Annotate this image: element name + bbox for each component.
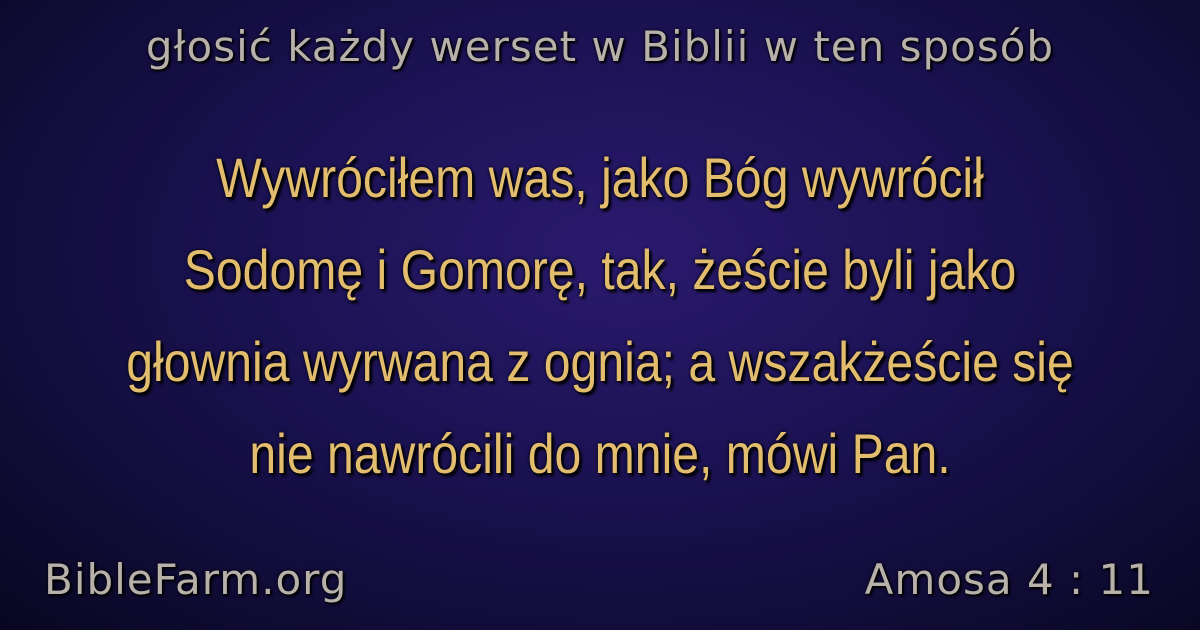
verse-line: głownia wyrwana z ognia; a wszakżeście się	[126, 330, 1074, 393]
site-name: BibleFarm.org	[44, 555, 348, 604]
verse-reference: Amosa 4 : 11	[864, 555, 1154, 604]
header-caption: głosić każdy werset w Biblii w ten sposób	[145, 22, 1055, 71]
verse-line: Wywróciłem was, jako Bóg wywrócił	[216, 146, 984, 209]
verse-text	[40, 132, 1160, 500]
verse-line: nie nawrócili do mnie, mówi Pan.	[249, 422, 951, 485]
verse-line: Sodomę i Gomorę, tak, żeście byli jako	[183, 238, 1017, 301]
